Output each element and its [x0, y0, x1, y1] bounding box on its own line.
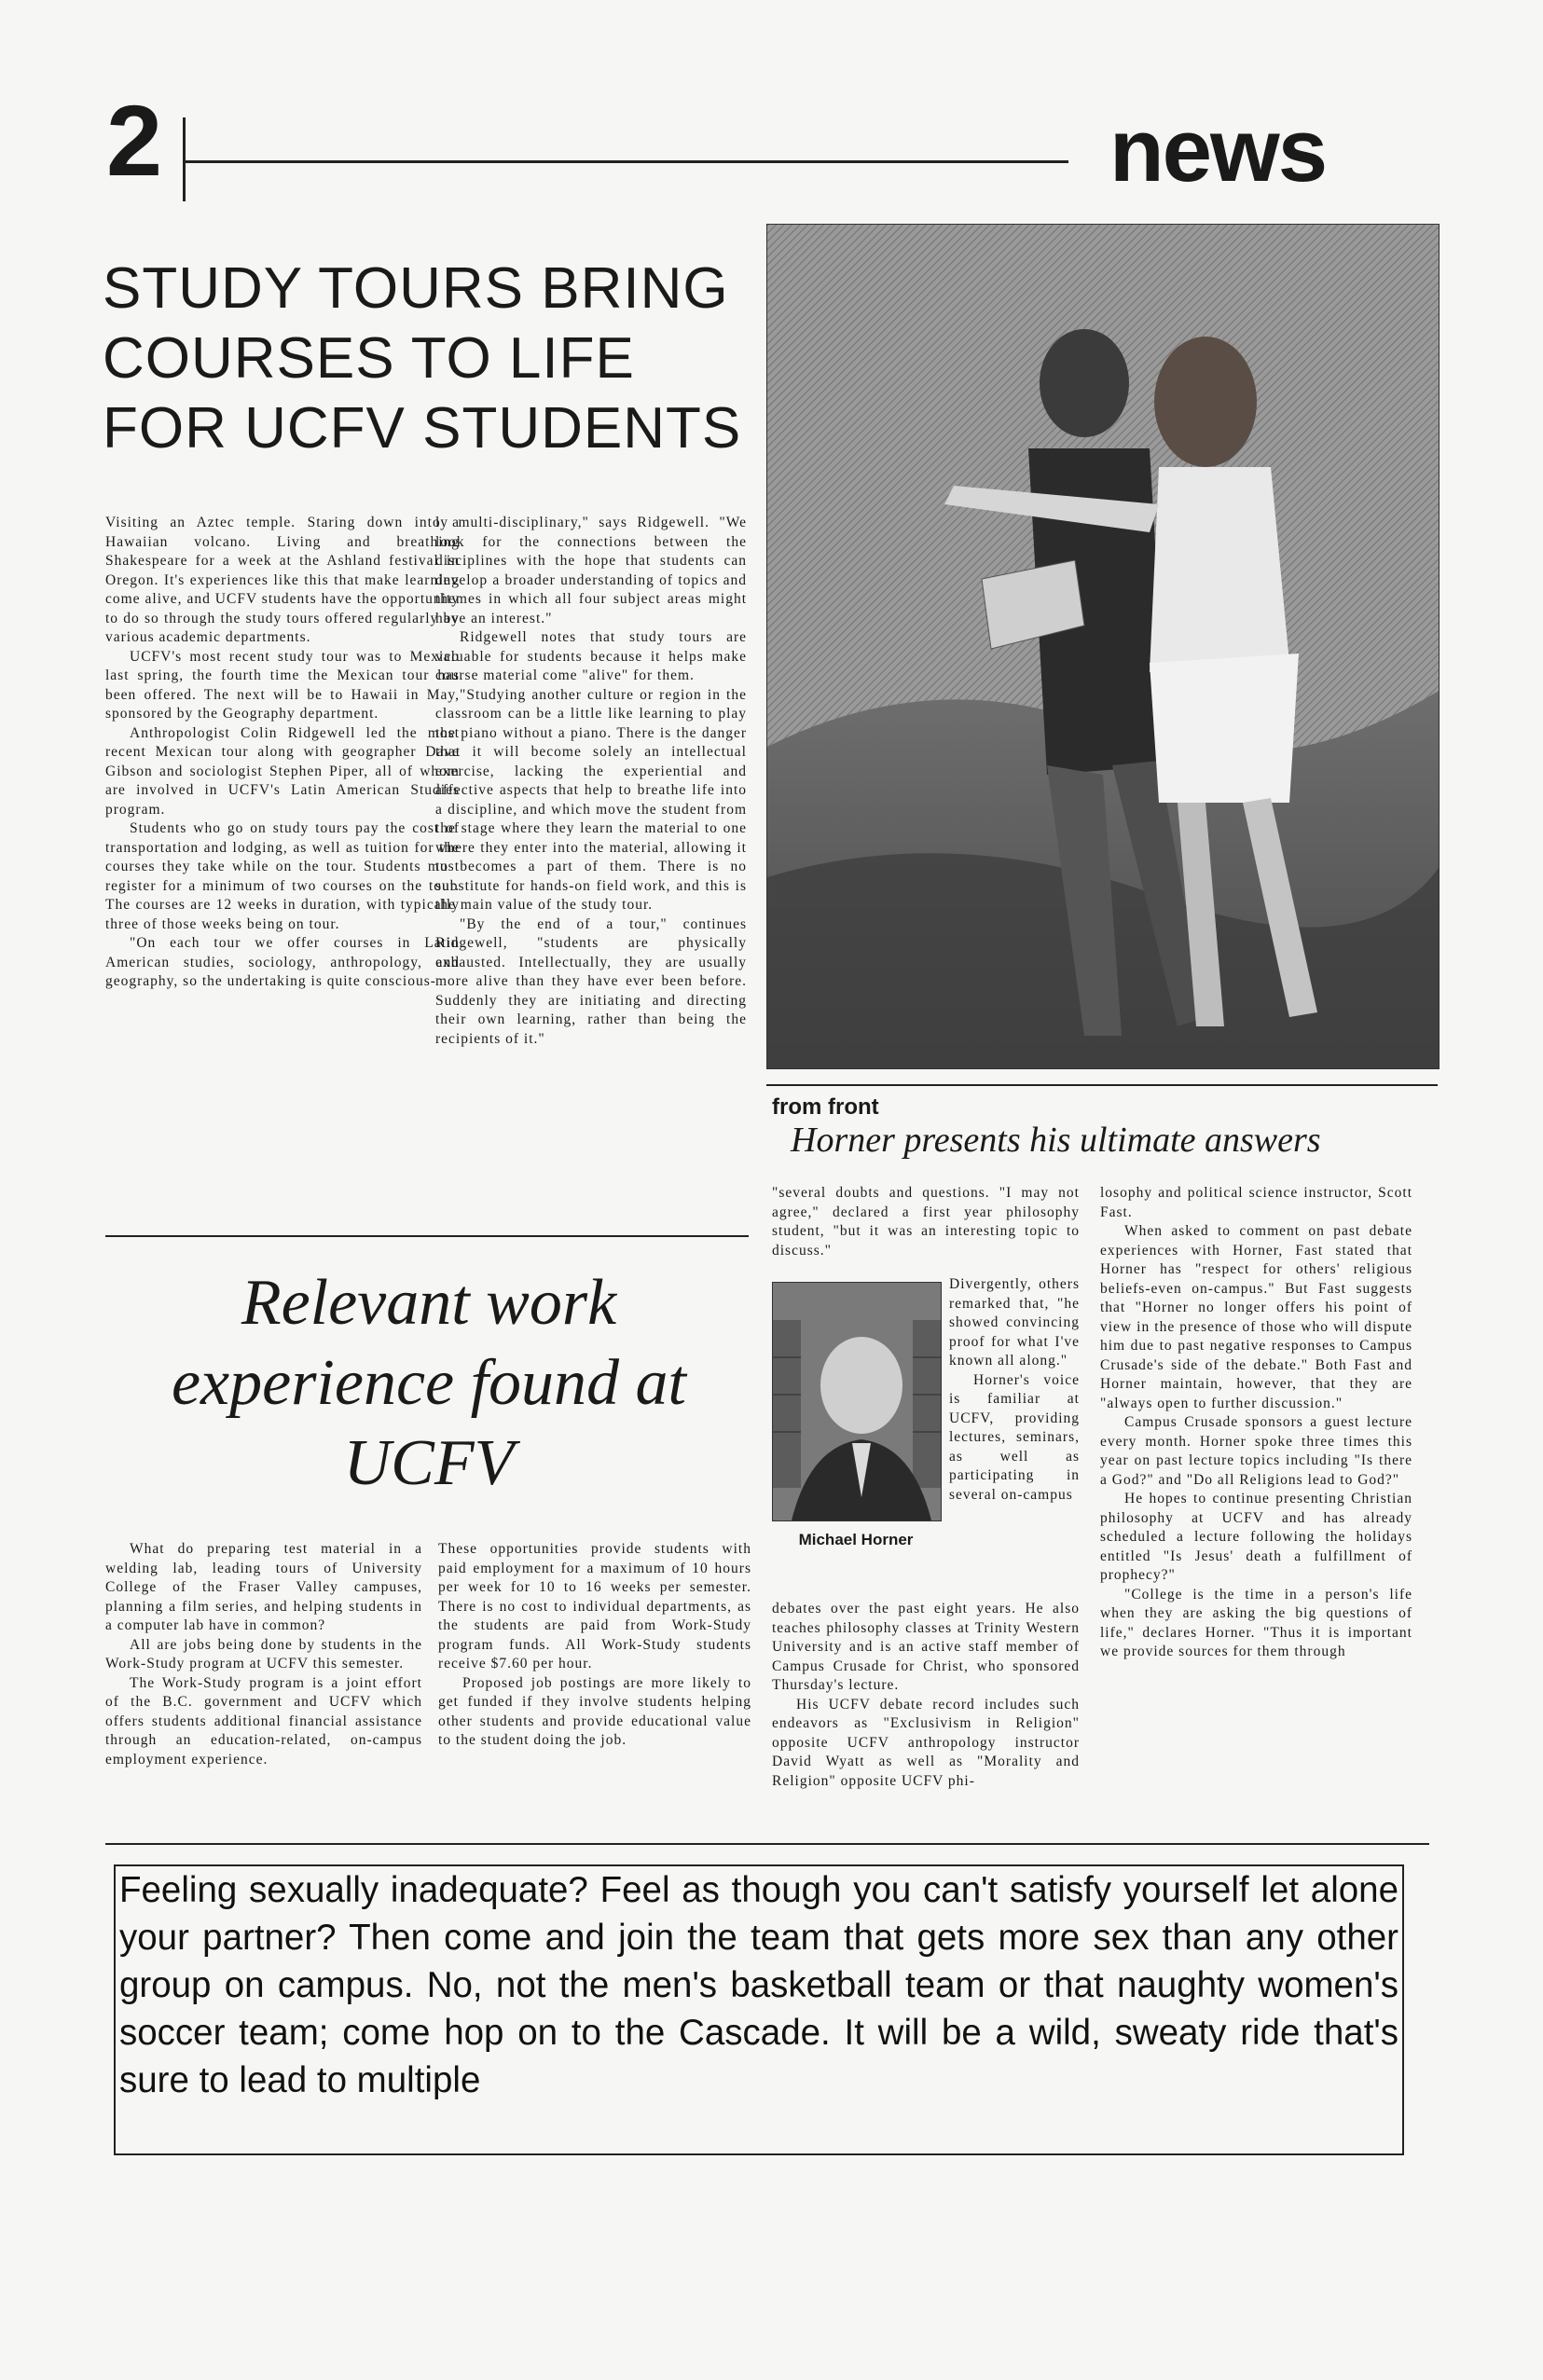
horner-col1-top	[772, 1184, 1080, 1260]
header-tick	[183, 117, 186, 201]
header-rule	[183, 160, 1068, 163]
divider-rule	[105, 1235, 749, 1237]
study-tours-col1	[105, 514, 460, 992]
kicker: from front	[772, 1094, 879, 1120]
study-tours-headline: STUDY TOURS BRING COURSES TO LIFE FOR UCFV STUDENTS	[103, 256, 742, 461]
paragraph: His UCFV debate record includes such endeavors as "Exclusivism in Religion" opposite UCFV anthropology instructor David Wyatt as well as "Morality and Religion" opposite UCFV phi-	[772, 1696, 1080, 1789]
study-tour-photo-image	[767, 225, 1439, 1068]
paragraph: Proposed job postings are more likely to get funded if they involve students helping other students and provide educational value to the student doing the job.	[438, 1674, 751, 1748]
paragraph: These opportunities provide students with paid employment for a maximum of 10 hours per week for 10 to 16 weeks per semester. There is no cost to individual departments, as the students are paid from Work-Study program funds. All Work-Study students receive $7.60 per hour.	[438, 1541, 751, 1672]
paragraph: All are jobs being done by students in the Work-Study program at UCFV this semester.	[105, 1636, 422, 1672]
divider-rule	[766, 1084, 1438, 1086]
paragraph: "Studying another culture or region in the classroom can be a little like learning to play the piano without a piano. There is the danger that it will become solely an intellectual exercise, lacking the experiential and affective aspects that help to breathe life into a discipline, and which move the student from the stage where they learn the material to one where they enter into the material, allowing it to becomes a part of them. There is no substitute for hands-on field work, and this is the main value of the study tour.	[435, 686, 747, 913]
ad-text: Feeling sexually inadequate? Feel as though you can't satisfy yourself let alone your partner? Then come and join the team that gets more sex than any other group on campus. No, not the men's basketball team or that naughty women's soccer team; come hop on to the Cascade. It will be a wild, sweaty ride that's sure to lead to multiple	[119, 1870, 1398, 2100]
paragraph: "By the end of a tour," continues Ridgewell, "students are physically exhausted. Intellectually, they are usually more alive than they have ever been before. Suddenly they are initiating and directing their own learning, rather than being the recipients of it."	[435, 915, 747, 1047]
ad-box	[114, 1864, 1404, 2155]
paragraph: When asked to comment on past debate experiences with Horner, Fast stated that Horner has "respect for others' religious beliefs-even on-campus." But Fast suggests that "Horner no longer offers his point of view in the presence of those who will dispute him due to past negative responses to Campus Crusade's side of the debate." Both Fast and Horner maintain, however, that they are "always open to further discussion."	[1100, 1223, 1412, 1411]
paragraph: "several doubts and questions. "I may not agree," declared a first year philosophy student, "but it was an interesting topic to discuss."	[772, 1185, 1080, 1259]
paragraph: debates over the past eight years. He also teaches philosophy classes at Trinity Western University and is an active staff member of Campus Crusade for Christ, who sponsored Thursday's lecture.	[772, 1601, 1080, 1693]
study-tours-col2	[435, 514, 747, 1049]
work-experience-col2	[438, 1540, 751, 1751]
page-number: 2	[106, 84, 161, 197]
horner-headline: Horner presents his ultimate answers	[791, 1121, 1321, 1160]
paragraph: UCFV's most recent study tour was to Mexico last spring, the fourth time the Mexican tour has been offered. The next will be to Hawaii in May, sponsored by the Geography department.	[105, 648, 460, 722]
horner-col1-bottom	[772, 1600, 1080, 1791]
paragraph: Anthropologist Colin Ridgewell led the most recent Mexican tour along with geographer Dave Gibson and sociologist Stephen Piper, all of whom are involved in UCFV's Latin American Studies program.	[105, 724, 460, 818]
paragraph: "College is the time in a person's life when they are asking the big questions of life," declares Horner. "Thus it is important we provide sources for them through	[1100, 1586, 1412, 1659]
study-tour-photo	[766, 224, 1440, 1069]
work-experience-col1	[105, 1540, 422, 1769]
paragraph: Ridgewell notes that study tours are valuable for students because it helps make course material come "alive" for them.	[435, 629, 747, 683]
paragraph: The Work-Study program is a joint effort of the B.C. government and UCFV which offers students additional financial assistance through an education-related, on-campus employment experience.	[105, 1674, 422, 1768]
horner-col1-wrap	[949, 1275, 1080, 1505]
paragraph: Visiting an Aztec temple. Staring down into a Hawaiian volcano. Living and breathing Shakespeare for a week at the Ashland festival in Oregon. It's experiences like this that make learning come alive, and UCFV students have the opportunity to do so through the study tours offered regularly by various academic departments.	[105, 515, 460, 645]
paragraph: What do preparing test material in a welding lab, leading tours of University College of the Fraser Valley campuses, planning a film series, and helping students in a computer lab have in common?	[105, 1541, 422, 1633]
paragraph: He hopes to continue presenting Christian philosophy at UCFV and has already scheduled a lecture following the holidays entitled "Is Jesus' death a fulfillment of prophecy?"	[1100, 1491, 1412, 1583]
photo-caption: Michael Horner	[798, 1531, 914, 1548]
paragraph: Horner's voice is familiar at UCFV, providing lectures, seminars, as well as participating in several on-campus	[949, 1371, 1080, 1503]
work-experience-headline: Relevant work experience found at UCFV	[171, 1267, 686, 1499]
horner-photo	[772, 1282, 942, 1521]
paragraph: Students who go on study tours pay the cost of transportation and lodging, as well as tuition for the courses they take while on the tour. Students must register for a minimum of two courses on the tour. The courses are 12 weeks in duration, with typically three of those weeks being on tour.	[105, 820, 460, 932]
divider-rule	[105, 1843, 1429, 1845]
horner-photo-image	[773, 1283, 941, 1520]
paragraph: losophy and political science instructor, Scott Fast.	[1100, 1185, 1412, 1220]
paragraph: Campus Crusade sponsors a guest lecture every month. Horner spoke three times this year on past lecture topics including "Is there a God?" and "Do all Religions lead to God?"	[1100, 1414, 1412, 1488]
paragraph: ly multi-disciplinary," says Ridgewell. "We look for the connections between the disciplines with the hope that students can develop a broader understanding of topics and themes in which all four subject areas might have an interest."	[435, 515, 747, 626]
section-title: news	[1109, 101, 1327, 200]
horner-col2	[1100, 1184, 1412, 1662]
paragraph: Divergently, others remarked that, "he showed convincing proof for what I've known all along."	[949, 1276, 1080, 1369]
paragraph: "On each tour we offer courses in Latin American studies, sociology, anthropology, and geography, so the undertaking is quite conscious-	[105, 935, 460, 989]
